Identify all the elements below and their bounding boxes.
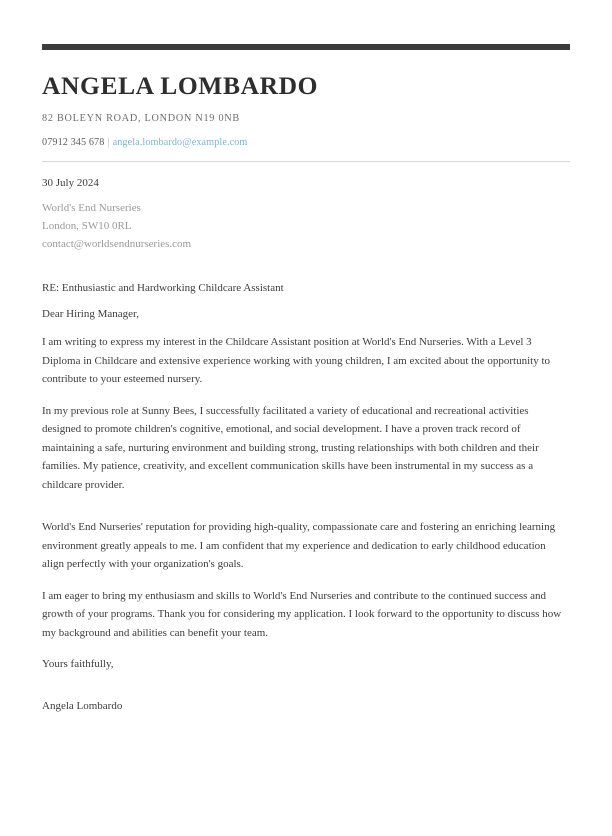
- applicant-phone: 07912 345 678: [42, 137, 105, 149]
- letter-paragraph: In my previous role at Sunny Bees, I successfully facilitated a variety of educational and recreational activities designed to promote children's cognitive, emotional, and social development. I have a proven track record of maintaining a safe, nurturing environment and building strong, trusting relationships with both children and their families. My patience, creativity, and excellent communication skills have been instrumental in my success as a childcare provider.: [42, 404, 539, 491]
- recipient-block: [42, 200, 570, 253]
- header-accent-rule: [42, 44, 570, 50]
- letter-subject: RE: Enthusiastic and Hardworking Childcare Assistant: [42, 282, 284, 295]
- letter-salutation: Dear Hiring Manager,: [42, 308, 139, 321]
- letter-signature: Angela Lombardo: [42, 700, 123, 713]
- header-divider: [42, 161, 570, 162]
- page-title: ANGELA LOMBARDO: [42, 71, 319, 100]
- applicant-address: 82 BOLEYN ROAD, LONDON N19 0NB: [42, 113, 240, 125]
- applicant-contact-line: [42, 137, 570, 148]
- letter-paragraph: World's End Nurseries' reputation for providing high-quality, compassionate care and fostering an enriching learning environment greatly appeals to me. I am confident that my experience and dedication to early childhood education align perfectly with your organization's goals.: [42, 521, 556, 571]
- letter-paragraph: I am eager to bring my enthusiasm and skills to World's End Nurseries and contribute to the continued success and growth of your programs. Thank you for considering my application. I look forward to the opportunity to discuss how my background and abilities can benefit your team.: [42, 589, 562, 639]
- applicant-email-link[interactable]: angela.lombardo@example.com: [112, 137, 248, 149]
- letter-date: 30 July 2024: [42, 177, 99, 190]
- recipient-address: London, SW10 0RL: [42, 219, 132, 232]
- recipient-email: contact@worldsendnurseries.com: [42, 237, 192, 250]
- letter-paragraph: I am writing to express my interest in the Childcare Assistant position at World's End Nurseries. With a Level 3 Diploma in Childcare and extensive experience working with young children, I am excited about the opportunity to contribute to your esteemed nursery.: [42, 336, 550, 386]
- letter-closing: Yours faithfully,: [42, 658, 114, 671]
- recipient-organisation: World's End Nurseries: [42, 202, 141, 215]
- cover-letter-page: [0, 44, 612, 836]
- contact-separator: |: [107, 137, 110, 149]
